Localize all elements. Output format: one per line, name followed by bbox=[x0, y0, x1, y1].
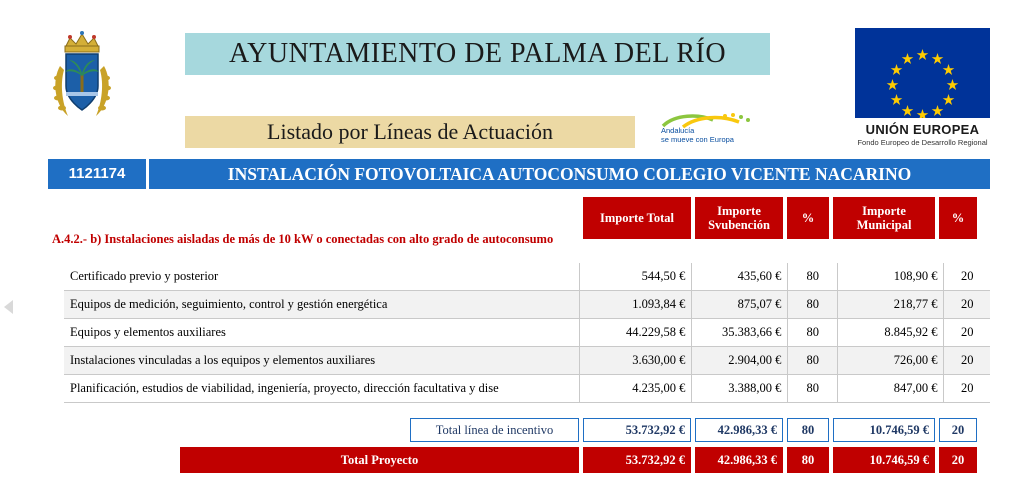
project-name: INSTALACIÓN FOTOVOLTAICA AUTOCONSUMO COLEGIO VICENTE NACARINO bbox=[146, 159, 990, 189]
row-percent-subvencion: 80 bbox=[788, 347, 838, 375]
row-percent-municipal: 20 bbox=[944, 319, 990, 347]
table-row bbox=[64, 291, 990, 319]
page-subtitle: Listado por Líneas de Actuación bbox=[267, 119, 553, 144]
row-importe-total: 44.229,58 € bbox=[580, 319, 692, 347]
table-row bbox=[64, 319, 990, 347]
andalucia-logo-line2: se mueve con Europa bbox=[661, 135, 734, 144]
row-percent-municipal: 20 bbox=[944, 263, 990, 291]
european-union-block bbox=[855, 28, 990, 147]
chevron-left-icon[interactable] bbox=[2, 298, 16, 316]
row-concept: Instalaciones vinculadas a los equipos y elementos auxiliares bbox=[64, 347, 580, 375]
andalucia-logo-line1: Andalucía bbox=[661, 126, 695, 135]
row-importe-municipal: 726,00 € bbox=[838, 347, 944, 375]
column-header-importe-municipal: Importe Municipal bbox=[833, 197, 935, 239]
row-percent-municipal: 20 bbox=[944, 375, 990, 403]
row-importe-subvencion: 2.904,00 € bbox=[692, 347, 788, 375]
document-header bbox=[0, 0, 1024, 155]
row-percent-subvencion: 80 bbox=[788, 375, 838, 403]
row-importe-total: 1.093,84 € bbox=[580, 291, 692, 319]
project-total-row bbox=[180, 447, 977, 473]
page-title: AYUNTAMIENTO DE PALMA DEL RÍO bbox=[228, 38, 727, 69]
column-header-percent-subvencion: % bbox=[787, 197, 829, 239]
row-importe-total: 3.630,00 € bbox=[580, 347, 692, 375]
european-union-flag bbox=[855, 28, 990, 118]
row-importe-subvencion: 435,60 € bbox=[692, 263, 788, 291]
incentive-total-percent-subvencion: 80 bbox=[787, 418, 829, 442]
row-importe-subvencion: 875,07 € bbox=[692, 291, 788, 319]
row-concept: Certificado previo y posterior bbox=[64, 263, 580, 291]
project-total-importe: 53.732,92 € bbox=[583, 447, 691, 473]
row-concept: Equipos de medición, seguimiento, control y gestión energética bbox=[64, 291, 580, 319]
table-row bbox=[64, 347, 990, 375]
row-importe-municipal: 847,00 € bbox=[838, 375, 944, 403]
row-importe-total: 544,50 € bbox=[580, 263, 692, 291]
project-total-subvencion: 42.986,33 € bbox=[695, 447, 783, 473]
line-items-table bbox=[64, 263, 990, 403]
european-union-title: UNIÓN EUROPEA bbox=[865, 122, 980, 137]
incentive-total-percent-municipal: 20 bbox=[939, 418, 977, 442]
incentive-total-subvencion: 42.986,33 € bbox=[695, 418, 783, 442]
column-header-percent-municipal: % bbox=[939, 197, 977, 239]
european-union-subtitle: Fondo Europeo de Desarrollo Regional bbox=[857, 138, 988, 147]
row-percent-municipal: 20 bbox=[944, 347, 990, 375]
row-importe-municipal: 8.845,92 € bbox=[838, 319, 944, 347]
project-code: 1121174 bbox=[48, 159, 146, 189]
row-concept: Equipos y elementos auxiliares bbox=[64, 319, 580, 347]
column-header-importe-total: Importe Total bbox=[583, 197, 691, 239]
andalucia-europa-logo bbox=[655, 112, 765, 150]
incentive-total-row bbox=[410, 418, 977, 442]
project-total-municipal: 10.746,59 € bbox=[833, 447, 935, 473]
table-row bbox=[64, 263, 990, 291]
incentive-total-importe: 53.732,92 € bbox=[583, 418, 691, 442]
project-total-percent-subvencion: 80 bbox=[787, 447, 829, 473]
table-column-headers bbox=[583, 197, 977, 239]
page-title-band bbox=[185, 33, 770, 75]
row-importe-subvencion: 3.388,00 € bbox=[692, 375, 788, 403]
row-importe-municipal: 218,77 € bbox=[838, 291, 944, 319]
row-importe-municipal: 108,90 € bbox=[838, 263, 944, 291]
project-total-percent-municipal: 20 bbox=[939, 447, 977, 473]
project-total-label: Total Proyecto bbox=[180, 447, 579, 473]
row-percent-subvencion: 80 bbox=[788, 291, 838, 319]
row-percent-subvencion: 80 bbox=[788, 319, 838, 347]
row-concept: Planificación, estudios de viabilidad, ingeniería, proyecto, dirección facultativa y dise bbox=[64, 375, 580, 403]
coat-of-arms-icon bbox=[48, 28, 116, 128]
column-header-importe-subvencion: Importe Svubención bbox=[695, 197, 783, 239]
row-importe-total: 4.235,00 € bbox=[580, 375, 692, 403]
table-row bbox=[64, 375, 990, 403]
row-percent-municipal: 20 bbox=[944, 291, 990, 319]
row-percent-subvencion: 80 bbox=[788, 263, 838, 291]
incentive-total-label: Total línea de incentivo bbox=[410, 418, 579, 442]
page-subtitle-band bbox=[185, 116, 635, 148]
incentive-total-municipal: 10.746,59 € bbox=[833, 418, 935, 442]
section-label: A.4.2.- b) Instalaciones aisladas de más de 10 kW o conectadas con alto grado de autoconsumo bbox=[52, 232, 554, 246]
project-bar bbox=[48, 159, 990, 189]
row-importe-subvencion: 35.383,66 € bbox=[692, 319, 788, 347]
